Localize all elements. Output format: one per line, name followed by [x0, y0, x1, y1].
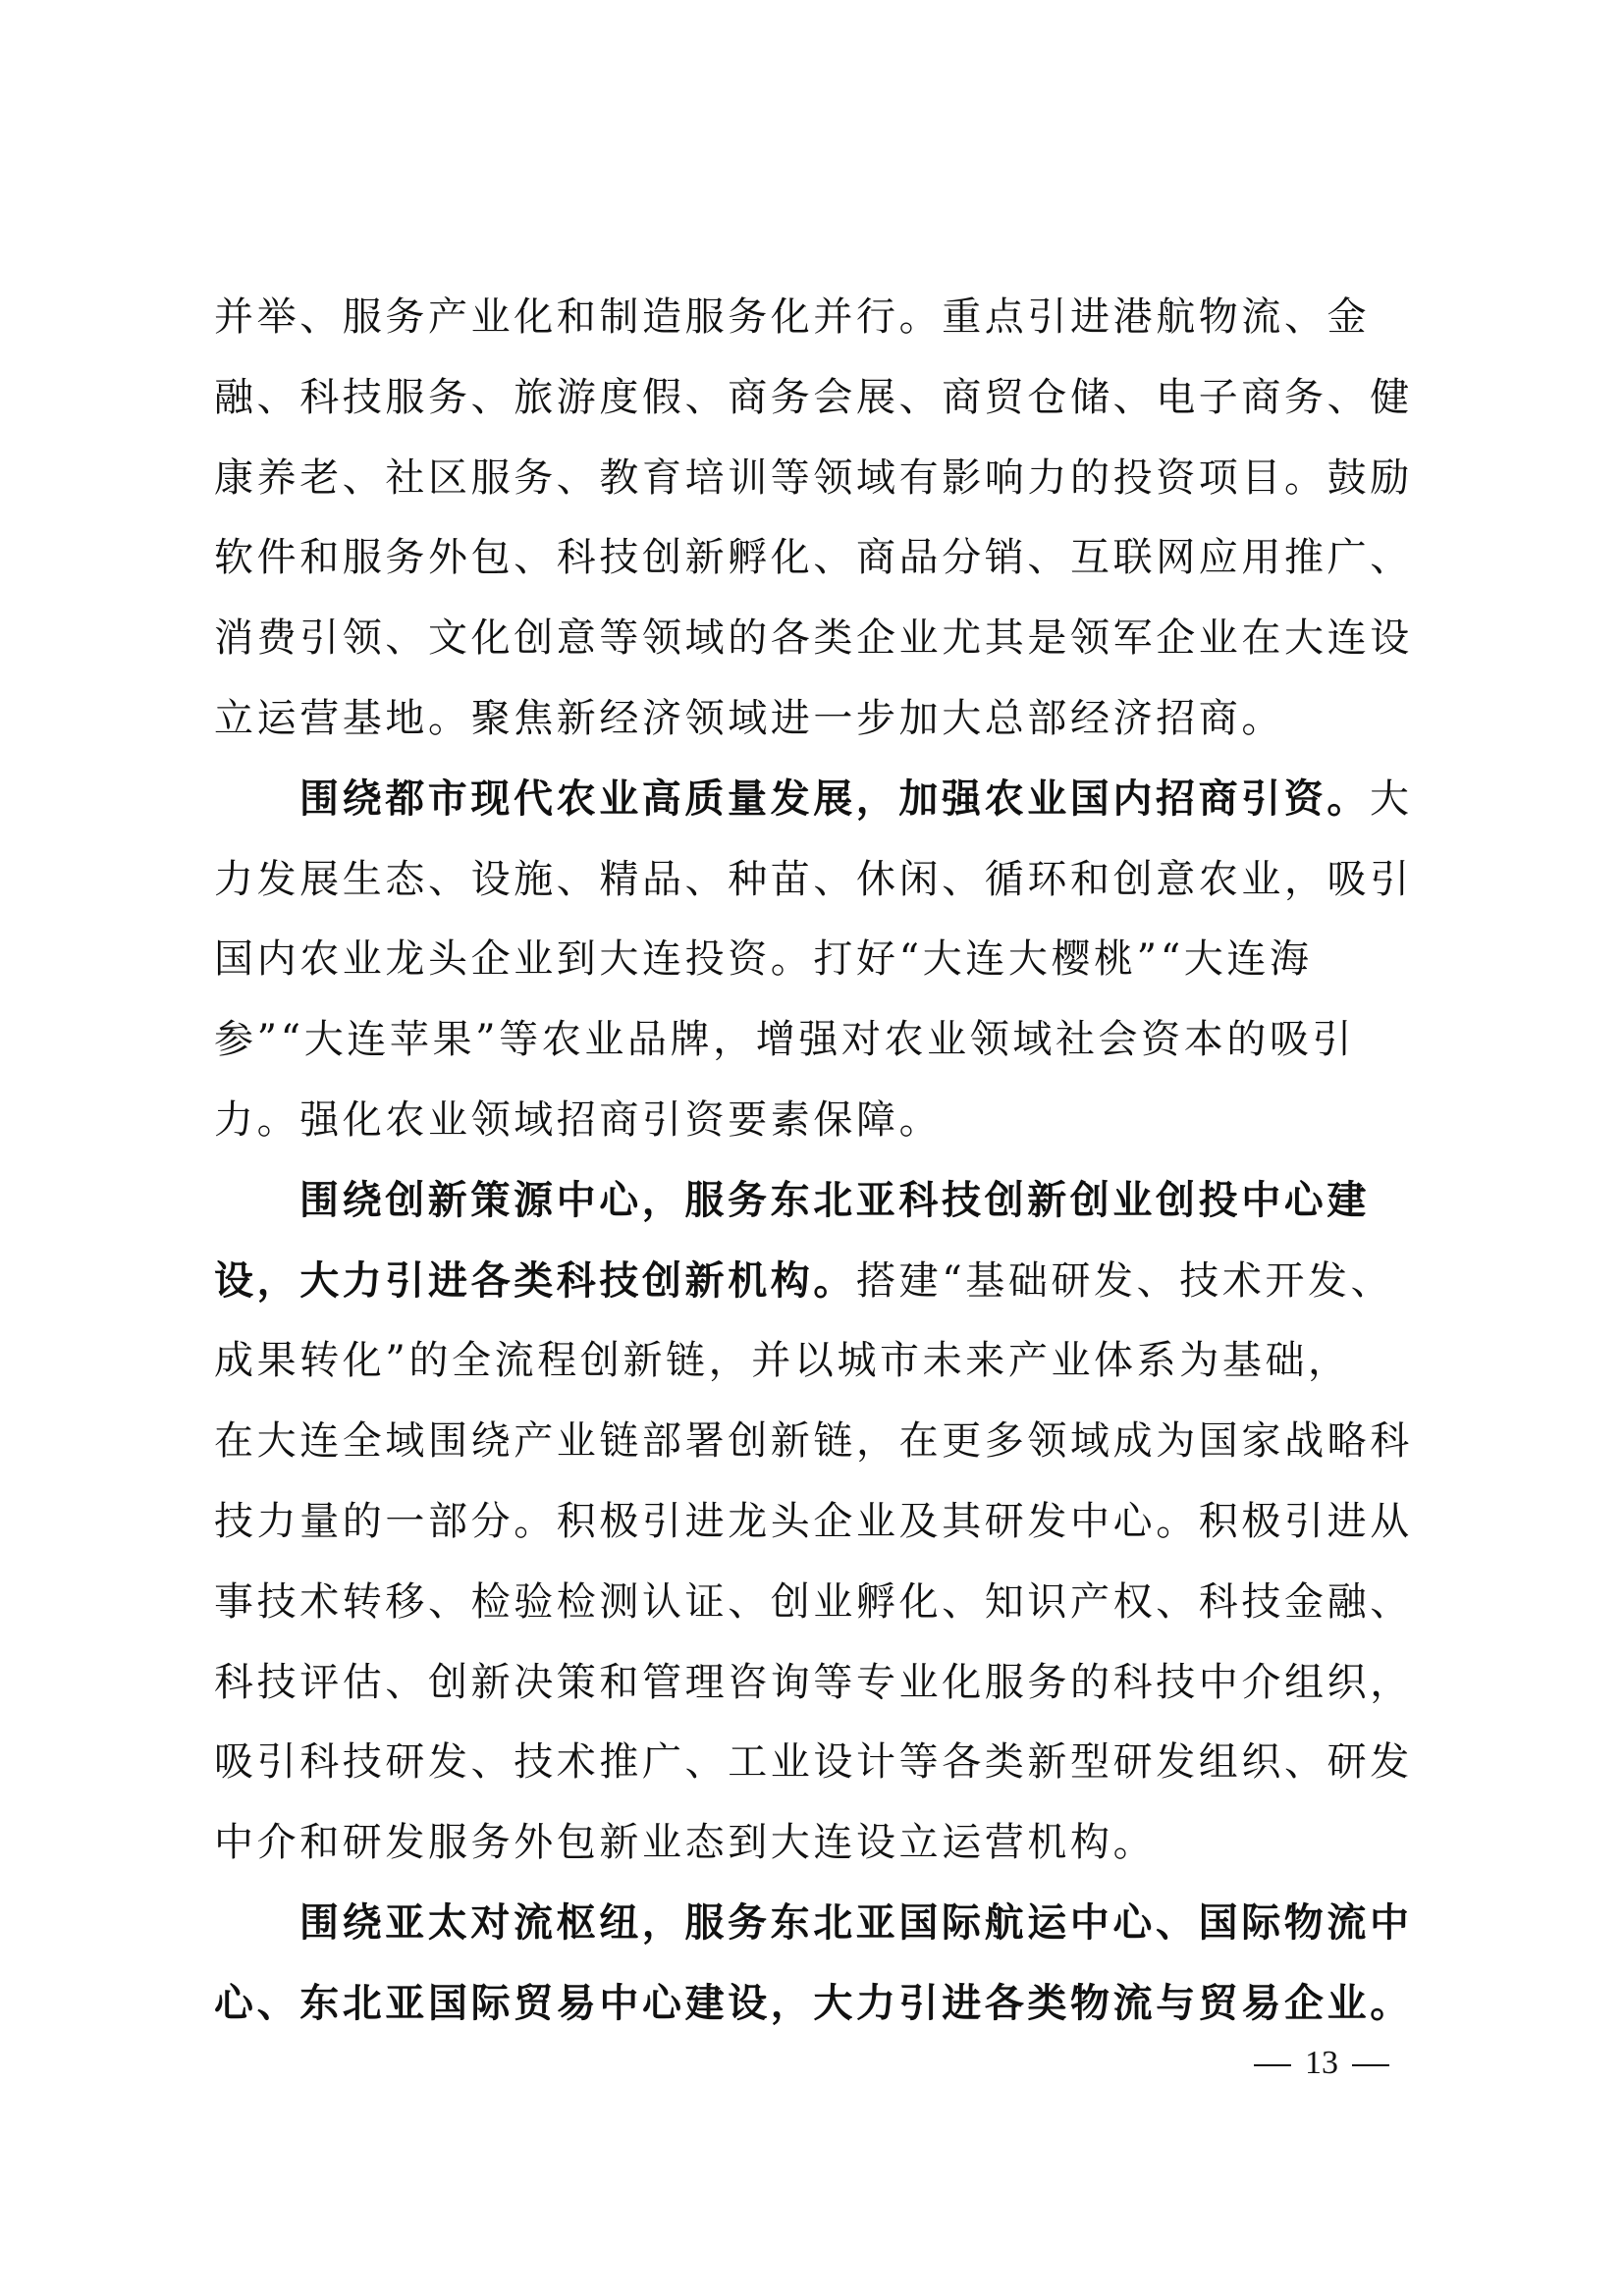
document-body — [214, 278, 1416, 2045]
paragraph-lead-heading-cont: 设，大力引进各类科技创新机构。 — [214, 1257, 856, 1304]
page-number-value: 13 — [1305, 2045, 1338, 2081]
paragraph-service-industry — [214, 278, 1416, 760]
text-line: 参”“大连苹果”等农业品牌，增强对农业领域社会资本的吸引 — [214, 1017, 1356, 1063]
paragraph-lead-heading: 围绕创新策源中心，服务东北亚科技创新创业创投中心建 — [299, 1177, 1370, 1223]
paragraph-lead-heading: 围绕亚太对流枢纽，服务东北亚国际航运中心、国际物流中 — [299, 1899, 1413, 1946]
text-line: 事技术转移、检验检测认证、创业孵化、知识产权、科技金融、 — [214, 1578, 1413, 1625]
dash-left-decoration — [1254, 2064, 1291, 2066]
text-line: 国内农业龙头企业到大连投资。打好“大连大樱桃”“大连海 — [214, 936, 1313, 983]
text-line: 技力量的一部分。积极引进龙头企业及其研发中心。积极引进从 — [214, 1498, 1413, 1544]
paragraph-lead-heading-cont: 心、东北亚国际贸易中心建设，大力引进各类物流与贸易企业。 — [214, 1980, 1413, 2026]
text-line: 中介和研发服务外包新业态到大连设立运营机构。 — [214, 1820, 1157, 1866]
paragraph-agriculture — [214, 760, 1416, 1161]
text-fragment: 搭建“基础研发、技术开发、 — [856, 1257, 1394, 1304]
text-line: 力。强化农业领域招商引资要素保障。 — [214, 1096, 943, 1143]
paragraph-lead-heading: 围绕都市现代农业高质量发展，加强农业国内招商引资。 — [299, 775, 1370, 822]
text-line: 科技评估、创新决策和管理咨询等专业化服务的科技中介组织， — [214, 1659, 1413, 1705]
text-line — [214, 1242, 1416, 1322]
dash-right-decoration — [1352, 2064, 1389, 2066]
paragraph-logistics-hub — [214, 1884, 1416, 2045]
text-line: 康养老、社区服务、教育培训等领域有影响力的投资项目。鼓励 — [214, 454, 1413, 501]
text-line: 力发展生态、设施、精品、种苗、休闲、循环和创意农业，吸引 — [214, 856, 1413, 902]
page-number — [1233, 2044, 1410, 2083]
text-line: 消费引领、文化创意等领域的各类企业尤其是领军企业在大连设 — [214, 615, 1413, 662]
text-line: 成果转化”的全流程创新链，并以城市未来产业体系为基础， — [214, 1338, 1351, 1384]
text-fragment: 大 — [1370, 775, 1413, 822]
text-line: 在大连全域围绕产业链部署创新链，在更多领域成为国家战略科 — [214, 1418, 1413, 1465]
text-line: 融、科技服务、旅游度假、商务会展、商贸仓储、电子商务、健 — [214, 374, 1413, 420]
text-line: 并举、服务产业化和制造服务化并行。重点引进港航物流、金 — [214, 294, 1371, 340]
text-line: 吸引科技研发、技术推广、工业设计等各类新型研发组织、研发 — [214, 1739, 1413, 1786]
text-line — [214, 760, 1416, 840]
text-line: 软件和服务外包、科技创新孵化、商品分销、互联网应用推广、 — [214, 535, 1413, 581]
text-line: 立运营基地。聚焦新经济领域进一步加大总部经济招商。 — [214, 695, 1284, 741]
paragraph-innovation — [214, 1161, 1416, 1884]
